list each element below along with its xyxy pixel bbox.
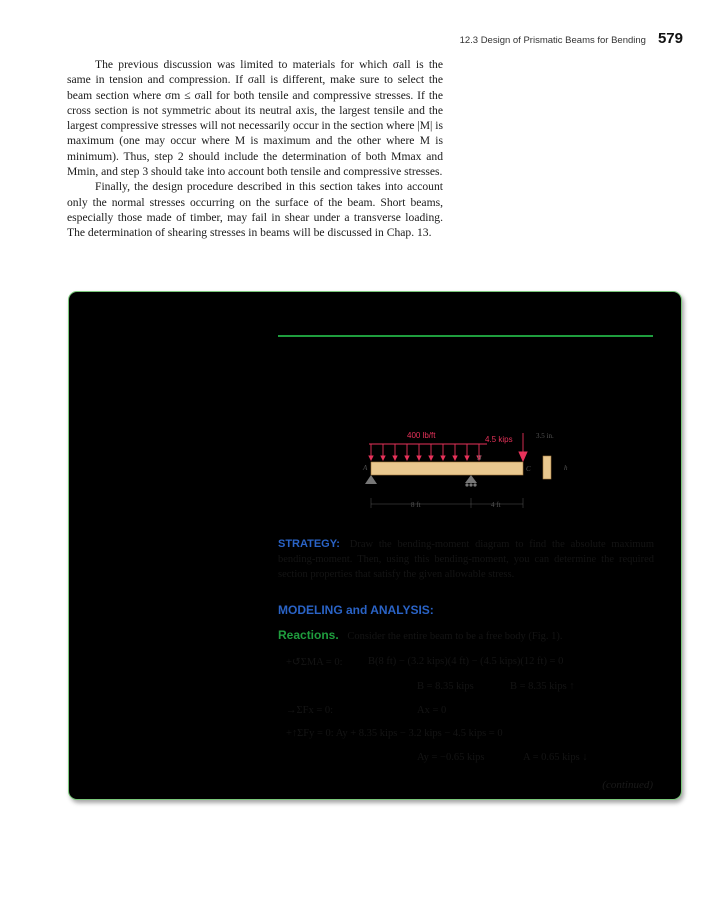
green-rule	[278, 335, 653, 337]
paragraph-2: Finally, the design procedure described in this section takes into account only the normal stresses occurring on the surface of the beam. Short beams, especially those made of timber, may fail in shear under a transverse loading. The determination of shearing stresses in beams will be discussed in Chap. 13.	[67, 180, 443, 240]
point-load-label: 4.5 kips	[485, 435, 513, 444]
equation-3-right: Ax = 0	[417, 705, 447, 716]
point-a: A	[363, 464, 368, 472]
load-label: 400 lb/ft	[407, 431, 436, 440]
equation-1-right: B(8 ft) − (3.2 kips)(4 ft) − (4.5 kips)(12 ft) = 0	[368, 656, 564, 667]
beam-figure	[355, 428, 575, 518]
equation-2: B = 8.35 kips	[417, 681, 474, 692]
reactions-keyword: Reactions.	[278, 628, 339, 642]
equation-5: Ay = −0.65 kips	[417, 752, 485, 763]
equation-4: +↑ΣFy = 0: Ay + 8.35 kips − 3.2 kips − 4.5 kips = 0	[286, 728, 503, 739]
reactions-text: Consider the entire beam to be a free body (Fig. 1).	[347, 631, 563, 642]
equation-5-vector: A = 0.65 kips ↓	[523, 752, 588, 763]
page-number: 579	[657, 30, 683, 47]
continued-note: (continued)	[602, 779, 653, 791]
reactions-paragraph	[278, 628, 563, 642]
width-label: 3.5 in.	[536, 432, 554, 440]
strategy-keyword: STRATEGY:	[278, 538, 340, 550]
point-c: C	[526, 465, 531, 473]
equation-1-left: +↺ΣMA = 0:	[286, 657, 343, 668]
equation-2-vector: B = 8.35 kips ↑	[510, 681, 575, 692]
sample-problem-box	[68, 291, 682, 800]
equation-3-left: →ΣFx = 0:	[286, 705, 334, 716]
strategy-paragraph	[278, 537, 654, 582]
strategy-text: Draw the bending-moment diagram to find the absolute maximum bending-moment. Then, using this bending-moment, you can determine the required section properties that satisfy the given allowable stress.	[278, 539, 654, 580]
span-2: 4 ft	[491, 501, 501, 509]
paragraph-1: The previous discussion was limited to materials for which σall is the same in tension and compression. If σall is different, make sure to select the beam section where σm ≤ σall for both tensile and compressive stresses. If the cross section is not symmetric about its neutral axis, the largest tensile and the largest compressive stresses will not necessarily occur in the section where |M| is maximum (one may occur where M is maximum and the other where M is minimum). Thus, step 2 should include the determination of both Mmax and Mmin, and step 3 should take into account both tensile and compressive stresses.	[67, 58, 443, 179]
height-label: h	[564, 464, 568, 472]
running-head	[460, 30, 683, 47]
body-text	[67, 57, 443, 241]
span-1: 8 ft	[411, 501, 421, 509]
point-b: B	[477, 454, 482, 462]
modeling-heading: MODELING and ANALYSIS:	[278, 603, 434, 617]
section-title: 12.3 Design of Prismatic Beams for Bending	[459, 35, 646, 46]
